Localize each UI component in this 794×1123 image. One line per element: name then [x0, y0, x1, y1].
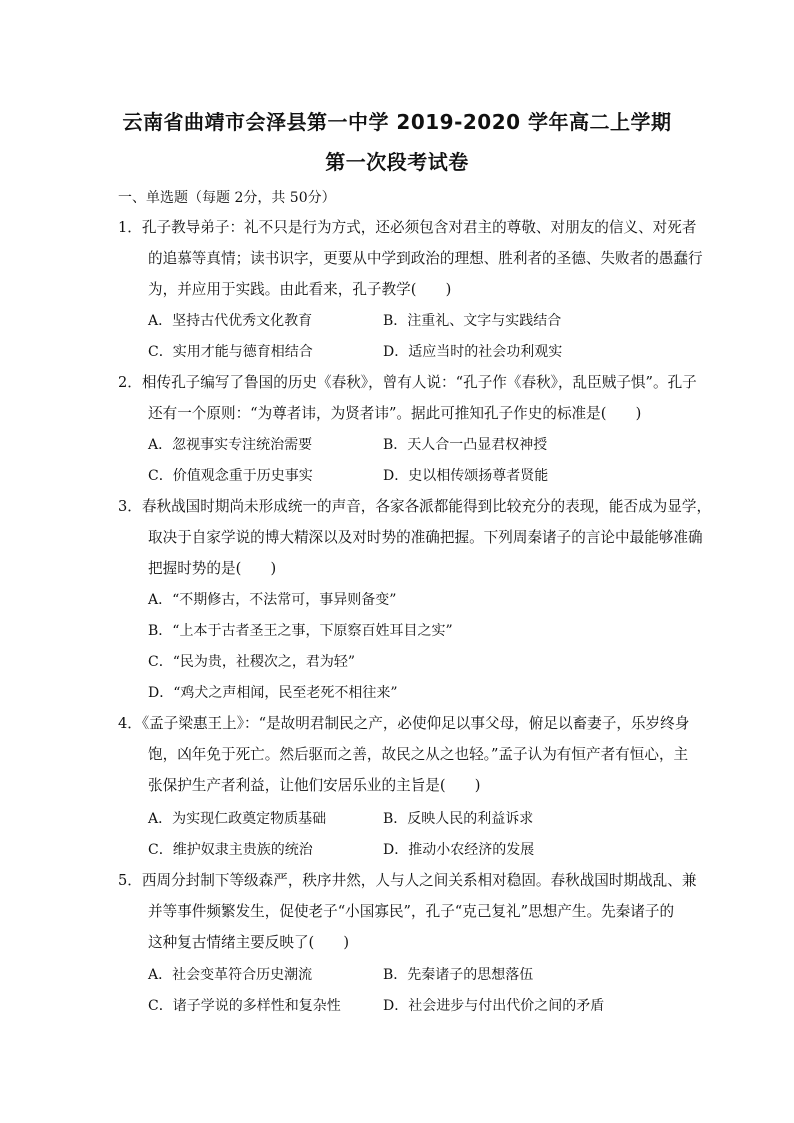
q5-line2: 并等事件频繁发生，促使老子“小国寡民”，孔子“克己复礼”思想产生。先秦诸子的	[148, 903, 675, 920]
q1-option-b: B．注重礼、文字与实践结合	[383, 313, 562, 329]
q1-line3: 为，并应用于实践。由此看来，孔子教学( )	[148, 281, 452, 298]
q3-option-b: B．“上本于古者圣王之事，下原察百姓耳目之实”	[148, 623, 453, 639]
q4-option-a: A．为实现仁政奠定物质基础	[148, 811, 327, 827]
q2-option-d: D．史以相传颂扬尊者贤能	[383, 468, 549, 484]
q2-line1: 2．相传孔子编写了鲁国的历史《春秋》，曾有人说：“孔子作《春秋》，乱臣贼子惧”。孔子	[118, 374, 697, 391]
q3-line2: 取决于自家学说的博大精深以及对时势的准确把握。下列周秦诸子的言论中最能够准确	[148, 529, 703, 546]
q4-option-c: C．维护奴隶主贵族的统治	[148, 842, 313, 858]
q2-line2: 还有一个原则：“为尊者讳，为贤者讳”。据此可推知孔子作史的标准是( )	[148, 405, 642, 422]
q1-option-c: C．实用才能与德育相结合	[148, 344, 313, 360]
q4-option-d: D．推动小农经济的发展	[383, 842, 535, 858]
q3-line1: 3．春秋战国时期尚未形成统一的声音，各家各派都能得到比较充分的表现，能否成为显学，	[118, 498, 712, 515]
q4-option-b: B．反映人民的利益诉求	[383, 811, 534, 827]
q5-option-d: D．社会进步与付出代价之间的矛盾	[383, 998, 605, 1014]
q2-option-c: C．价值观念重于历史事实	[148, 468, 313, 484]
q1-line2: 的追慕等真情；读书识字，更要从中学到政治的理想、胜利者的圣德、失败者的愚蠢行	[148, 250, 703, 267]
exam-title-line1: 云南省曲靖市会泽县第一中学 2019-2020 学年高二上学期	[122, 110, 672, 134]
q4-line2: 饱，凶年免于死亡。然后驱而之善，故民之从之也轻。”孟子认为有恒产者有恒心，主	[148, 746, 689, 763]
q3-option-a: A．“不期修古，不法常可，事异则备变”	[148, 592, 397, 608]
section-heading: 一、单选题（每题 2分，共 50分）	[118, 190, 336, 206]
q3-option-d: D．“鸡犬之声相闻，民至老死不相往来”	[148, 685, 398, 701]
q1-option-a: A．坚持古代优秀文化教育	[148, 313, 313, 329]
q2-option-a: A．忽视事实专注统治需要	[148, 437, 313, 453]
q4-line1: 4．《孟子梁惠王上》：“是故明君制民之产，必使仰足以事父母，俯足以畜妻子，乐岁终身	[118, 715, 690, 732]
q5-option-a: A．社会变革符合历史潮流	[148, 967, 313, 983]
q5-line1: 5．西周分封制下等级森严，秩序井然，人与人之间关系相对稳固。春秋战国时期战乱、兼	[118, 872, 697, 889]
q5-option-b: B．先秦诸子的思想落伍	[383, 967, 534, 983]
exam-title-line2: 第一次段考试卷	[325, 150, 469, 174]
q4-line3: 张保护生产者利益，让他们安居乐业的主旨是( )	[148, 777, 481, 794]
q5-line3: 这种复古情绪主要反映了( )	[148, 934, 350, 951]
q5-option-c: C．诸子学说的多样性和复杂性	[148, 998, 341, 1014]
q3-option-c: C．“民为贵，社稷次之，君为轻”	[148, 654, 356, 670]
q1-option-d: D．适应当时的社会功利观实	[383, 344, 563, 360]
q2-option-b: B．天人合一凸显君权神授	[383, 437, 548, 453]
q1-line1: 1．孔子教导弟子：礼不只是行为方式，还必须包含对君主的尊敬、对朋友的信义、对死者	[118, 219, 697, 236]
q3-line3: 把握时势的是( )	[148, 560, 277, 577]
